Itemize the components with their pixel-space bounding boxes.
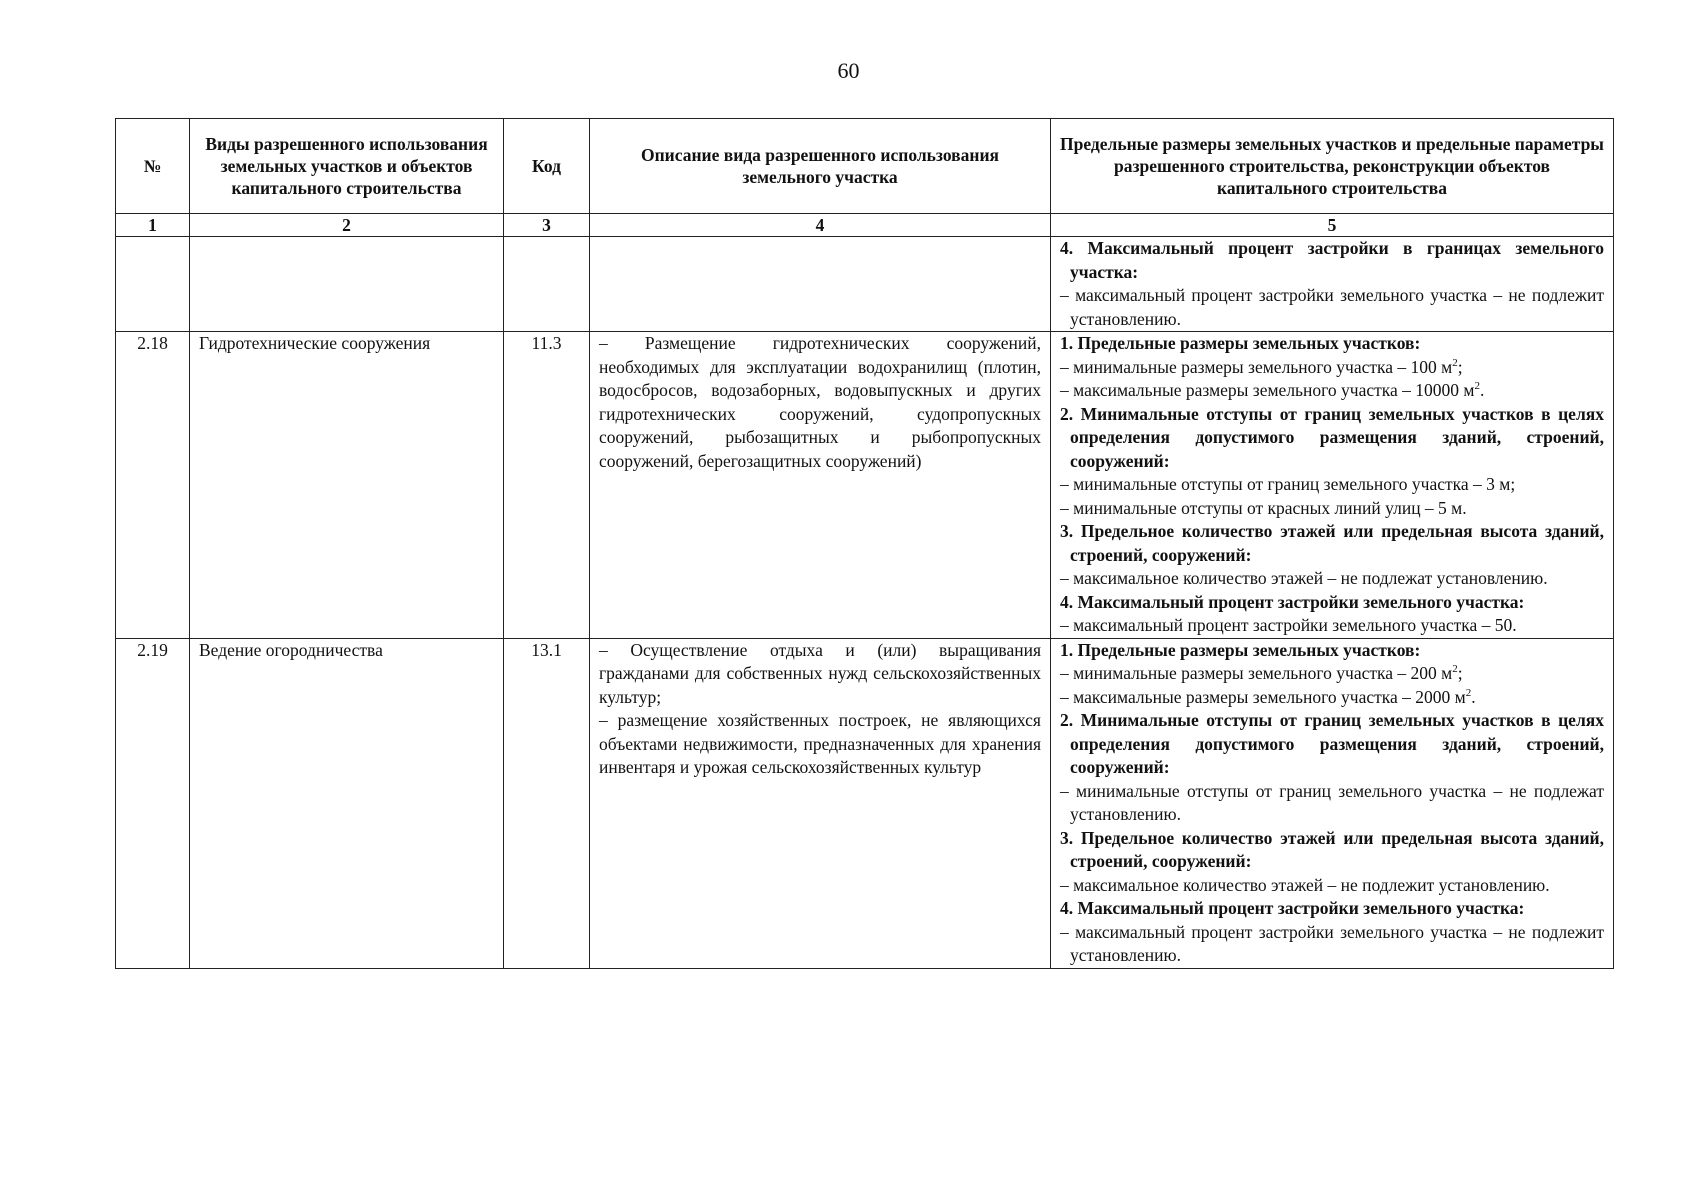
parameter-heading — [1060, 709, 1604, 780]
parameters-cell — [1051, 332, 1614, 639]
parameter-item — [1060, 874, 1604, 898]
parameter-text: 2. Минимальные отступы от границ земельных участков в целях определения допустимого размещения зданий, строений, сооружений: — [1060, 710, 1604, 777]
table-row — [116, 332, 1614, 639]
parameter-text: – минимальные размеры земельного участка – 200 м — [1060, 663, 1453, 683]
parameter-item — [1060, 379, 1604, 403]
parameter-item — [1060, 921, 1604, 968]
header-number: № — [116, 119, 190, 214]
parameter-text: 1. Предельные размеры земельных участков: — [1060, 333, 1421, 353]
parameter-item — [1060, 614, 1604, 638]
punctuation: ; — [1457, 356, 1463, 377]
description-cell — [590, 237, 1051, 332]
code-cell: 13.1 — [504, 638, 590, 968]
parameter-heading — [1060, 237, 1604, 284]
header-code: Код — [504, 119, 590, 214]
description-paragraph: – Осуществление отдыха и (или) выращивания гражданами для собственных нужд сельскохозяйственных культур; — [599, 639, 1041, 707]
parameter-item — [1060, 497, 1604, 521]
header-row — [116, 119, 1614, 214]
description-paragraph: – размещение хозяйственных построек, не являющихся объектами недвижимости, предназначенных для хранения инвентаря и урожая сельскохозяйственных культур — [599, 710, 1041, 777]
description-cell — [590, 332, 1051, 639]
parameter-text: – минимальные размеры земельного участка – 100 м — [1060, 356, 1453, 377]
table-row — [116, 638, 1614, 968]
punctuation: . — [1479, 380, 1485, 400]
parameter-text: – минимальные отступы от границ земельного участка – 3 м; — [1060, 474, 1516, 494]
parameter-text: 4. Максимальный процент застройки земельного участка: — [1060, 898, 1525, 918]
parameter-item — [1060, 662, 1604, 686]
parameter-text: – минимальные отступы от красных линий улиц – 5 м. — [1060, 497, 1467, 518]
parameters-cell — [1051, 237, 1614, 332]
column-number: 1 — [116, 214, 190, 237]
parameter-heading — [1060, 332, 1604, 356]
description-paragraph: – Размещение гидротехнических сооружений, необходимых для эксплуатации водохранилищ (плотин, водосбросов, водозаборных, водовыпускных и других гидротехнических сооружений, судопропускных сооружений, рыбозащитных и рыбопропускных сооружений, берегозащитных сооружений) — [599, 333, 1041, 471]
superscript: 2 — [1474, 380, 1480, 393]
parameter-text: – максимальный процент застройки земельного участка – не подлежит установлению. — [1060, 921, 1604, 965]
parameter-text: 1. Предельные размеры земельных участков: — [1060, 639, 1421, 660]
parameter-text: – максимальные размеры земельного участка – 2000 м — [1060, 686, 1466, 707]
parameter-heading — [1060, 403, 1604, 474]
description-cell — [590, 638, 1051, 968]
parameter-text: – максимальный процент застройки земельного участка – не подлежит установлению. — [1060, 285, 1604, 329]
punctuation: ; — [1457, 663, 1463, 683]
header-description: Описание вида разрешенного использования земельного участка — [590, 119, 1051, 214]
parameters-cell — [1051, 638, 1614, 968]
parameter-text: 2. Минимальные отступы от границ земельных участков в целях определения допустимого размещения зданий, строений, сооружений: — [1060, 403, 1604, 471]
superscript: 2 — [1465, 686, 1472, 699]
use-type-cell: Гидротехнические сооружения — [190, 332, 504, 639]
column-number: 4 — [590, 214, 1051, 237]
parameter-text: 4. Максимальный процент застройки земельного участка: — [1060, 591, 1525, 612]
parameter-text: – максимальное количество этажей – не подлежат установлению. — [1060, 568, 1548, 588]
column-number: 2 — [190, 214, 504, 237]
parameter-item — [1060, 780, 1604, 827]
header-parameters: Предельные размеры земельных участков и предельные параметры разрешенного строительства, реконструкции объектов капитального строительства — [1051, 119, 1614, 214]
header-use-types: Виды разрешенного использования земельных участков и объектов капитального строительства — [190, 119, 504, 214]
parameter-text: 4. Максимальный процент застройки в границах земельного участка: — [1060, 238, 1604, 282]
superscript: 2 — [1452, 356, 1458, 369]
parameter-item — [1060, 284, 1604, 331]
column-number: 5 — [1051, 214, 1614, 237]
row-number-cell — [116, 237, 190, 332]
parameter-heading — [1060, 897, 1604, 921]
column-number-row — [116, 214, 1614, 237]
row-number-cell: 2.18 — [116, 332, 190, 639]
parameter-item — [1060, 567, 1604, 591]
parameter-item — [1060, 686, 1604, 710]
parameter-heading — [1060, 827, 1604, 874]
parameter-item — [1060, 473, 1604, 497]
parameter-text: 3. Предельное количество этажей или предельная высота зданий, строений, сооружений: — [1060, 827, 1604, 871]
parameter-text: – минимальные отступы от границ земельного участка – не подлежат установлению. — [1060, 780, 1604, 824]
land-use-table — [115, 118, 1614, 969]
use-type-cell: Ведение огородничества — [190, 638, 504, 968]
parameter-text: 3. Предельное количество этажей или предельная высота зданий, строений, сооружений: — [1060, 521, 1604, 565]
parameter-text: – максимальное количество этажей – не подлежит установлению. — [1060, 874, 1550, 895]
parameter-text: – максимальные размеры земельного участка – 10000 м — [1060, 380, 1475, 400]
punctuation: . — [1471, 686, 1476, 707]
code-cell — [504, 237, 590, 332]
parameter-text: – максимальный процент застройки земельного участка – 50. — [1060, 615, 1517, 635]
table-row — [116, 237, 1614, 332]
parameter-heading — [1060, 639, 1604, 663]
superscript: 2 — [1452, 663, 1458, 676]
code-cell: 11.3 — [504, 332, 590, 639]
page-number: 60 — [837, 58, 860, 83]
parameter-heading — [1060, 591, 1604, 615]
parameter-heading — [1060, 520, 1604, 567]
column-number: 3 — [504, 214, 590, 237]
row-number-cell: 2.19 — [116, 638, 190, 968]
parameter-item — [1060, 356, 1604, 380]
use-type-cell — [190, 237, 504, 332]
